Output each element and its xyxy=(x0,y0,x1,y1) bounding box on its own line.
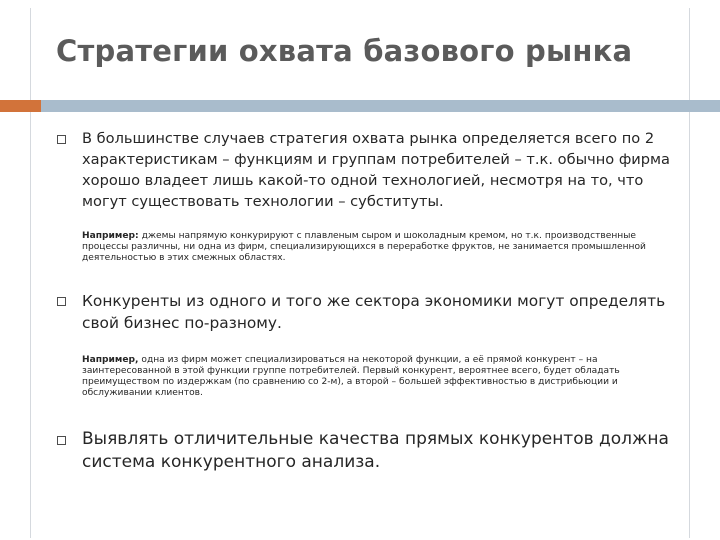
slide-title: Стратегии охвата базового рынка xyxy=(56,34,633,68)
bullet-text-3: Выявлять отличительные качества прямых конкурентов должна система конкурентного анализа. xyxy=(82,429,669,472)
bullet-square-icon xyxy=(57,436,66,445)
example-note-text: джемы напрямую конкурируют с плавленым сыром и шоколадным кремом, но т.к. производственные процессы различны, ни одна из фирм, специализирующихся в переработке фруктов, не занимается промышленной деятельностью в этих смежных областях. xyxy=(82,231,646,263)
bullet-text-1: В большинстве случаев стратегия охвата рынка определяется всего по 2 характеристикам – функциям и группам потребителей – т.к. обычно фирма хорошо владеет лишь какой-то одной технологией, несмотря на то, что могут существовать технологии – субституты. xyxy=(82,130,670,210)
bullet-text-2: Конкуренты из одного и того же сектора экономики могут определять свой бизнес по-разному. xyxy=(82,292,666,332)
example-note-label: Например: xyxy=(82,231,139,241)
example-note-text: одна из фирм может специализироваться на некоторой функции, а её прямой конкурент – на заинтересованной в этой функции группе потребителей. Первый конкурент, вероятнее всего, будет обладать преимуществом по издержкам (по сравнению со 2-м), а второй – большей эффективностью в дистрибьюции и обслуживании клиентов. xyxy=(82,355,620,398)
bullet-square-icon xyxy=(57,135,66,144)
example-note-2 xyxy=(82,355,682,399)
example-note-1 xyxy=(82,231,682,264)
title-accent-bar-blue xyxy=(41,100,720,112)
example-note-label: Например, xyxy=(82,355,139,365)
bullet-square-icon xyxy=(57,297,66,306)
title-accent-bar-orange xyxy=(0,100,41,112)
